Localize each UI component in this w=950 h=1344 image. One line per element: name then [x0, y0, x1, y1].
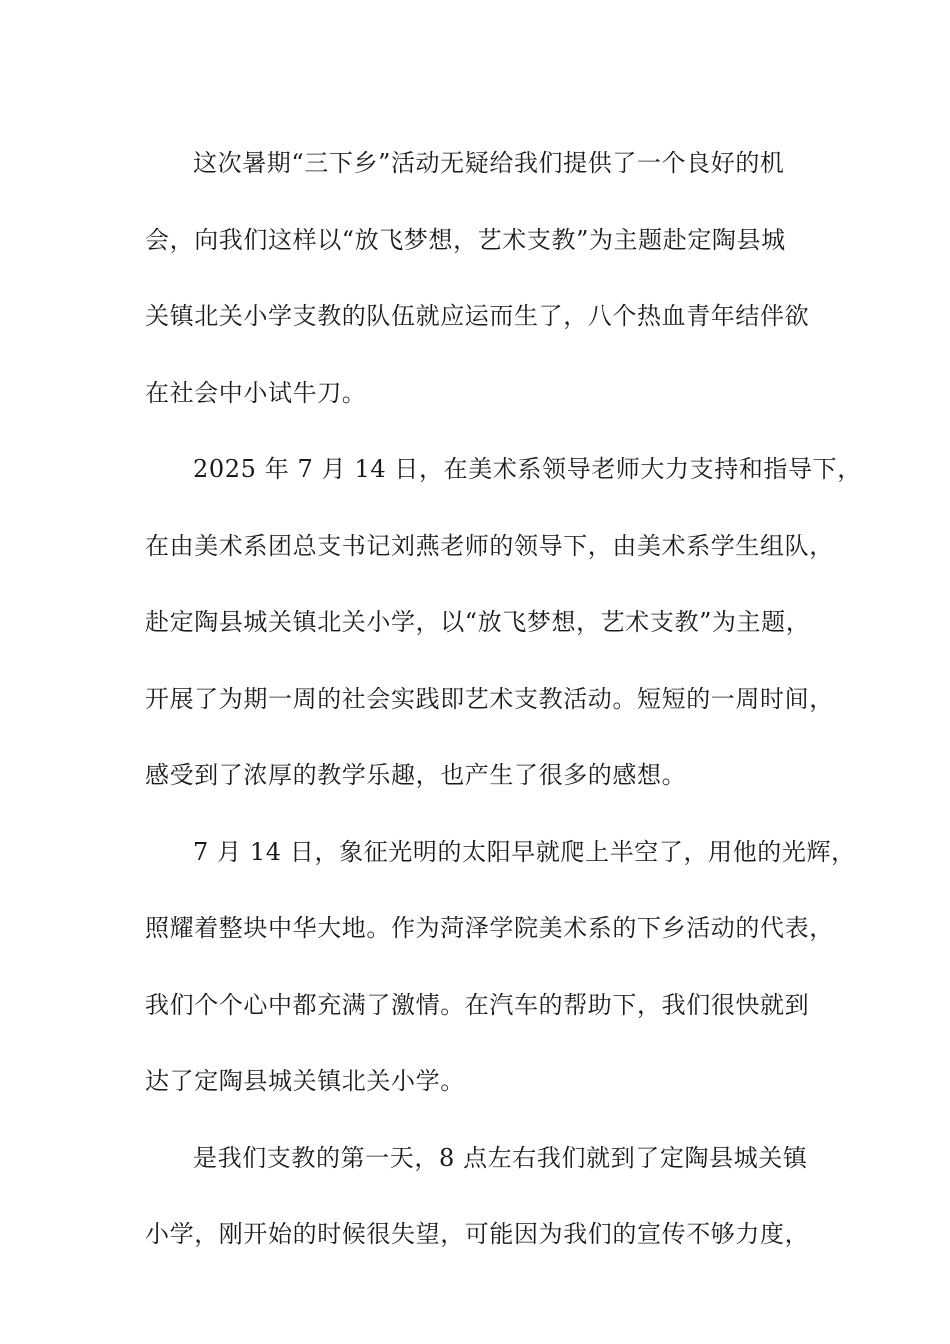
paragraph-line: 照耀着整块中华大地。作为菏泽学院美术系的下乡活动的代表，: [145, 914, 834, 942]
paragraph-2: [145, 431, 862, 814]
paragraph-line: 2025 年 7 月 14 日，在美术系领导老师大力支持和指导下，: [193, 455, 862, 483]
paragraph-line: 关镇北关小学支教的队伍就应运而生了，八个热血青年结伴欲: [145, 302, 810, 330]
paragraph-line: 赴定陶县城关镇北关小学，以“放飞梦想，艺术支教”为主题，: [145, 608, 811, 636]
paragraph-4: [145, 1120, 825, 1273]
paragraph-line: 在由美术系团总支书记刘燕老师的领导下，由美术系学生组队，: [145, 531, 834, 560]
paragraph-3: [145, 814, 856, 1120]
paragraph-line: 达了定陶县城关镇北关小学。: [145, 1067, 465, 1095]
paragraph-1: [145, 125, 825, 431]
paragraph-line: 这次暑期“三下乡”活动无疑给我们提供了一个良好的机: [193, 149, 785, 177]
paragraph-line: 是我们支教的第一天，8 点左右我们就到了定陶县城关镇: [193, 1143, 808, 1172]
paragraph-line: 开展了为期一周的社会实践即艺术支教活动。短短的一周时间，: [145, 684, 834, 713]
document-body: [145, 125, 862, 1273]
paragraph-line: 在社会中小试牛刀。: [145, 378, 367, 407]
paragraph-line: 我们个个心中都充满了激情。在汽车的帮助下，我们很快就到: [145, 990, 810, 1019]
paragraph-line: 会，向我们这样以“放飞梦想，艺术支教”为主题赴定陶县城: [145, 225, 786, 254]
paragraph-line: 小学，刚开始的时候很失望，可能因为我们的宣传不够力度，: [145, 1220, 810, 1248]
paragraph-line: 感受到了浓厚的教学乐趣，也产生了很多的感想。: [145, 761, 687, 789]
paragraph-line: 7 月 14 日，象征光明的太阳早就爬上半空了，用他的光辉，: [193, 837, 856, 866]
